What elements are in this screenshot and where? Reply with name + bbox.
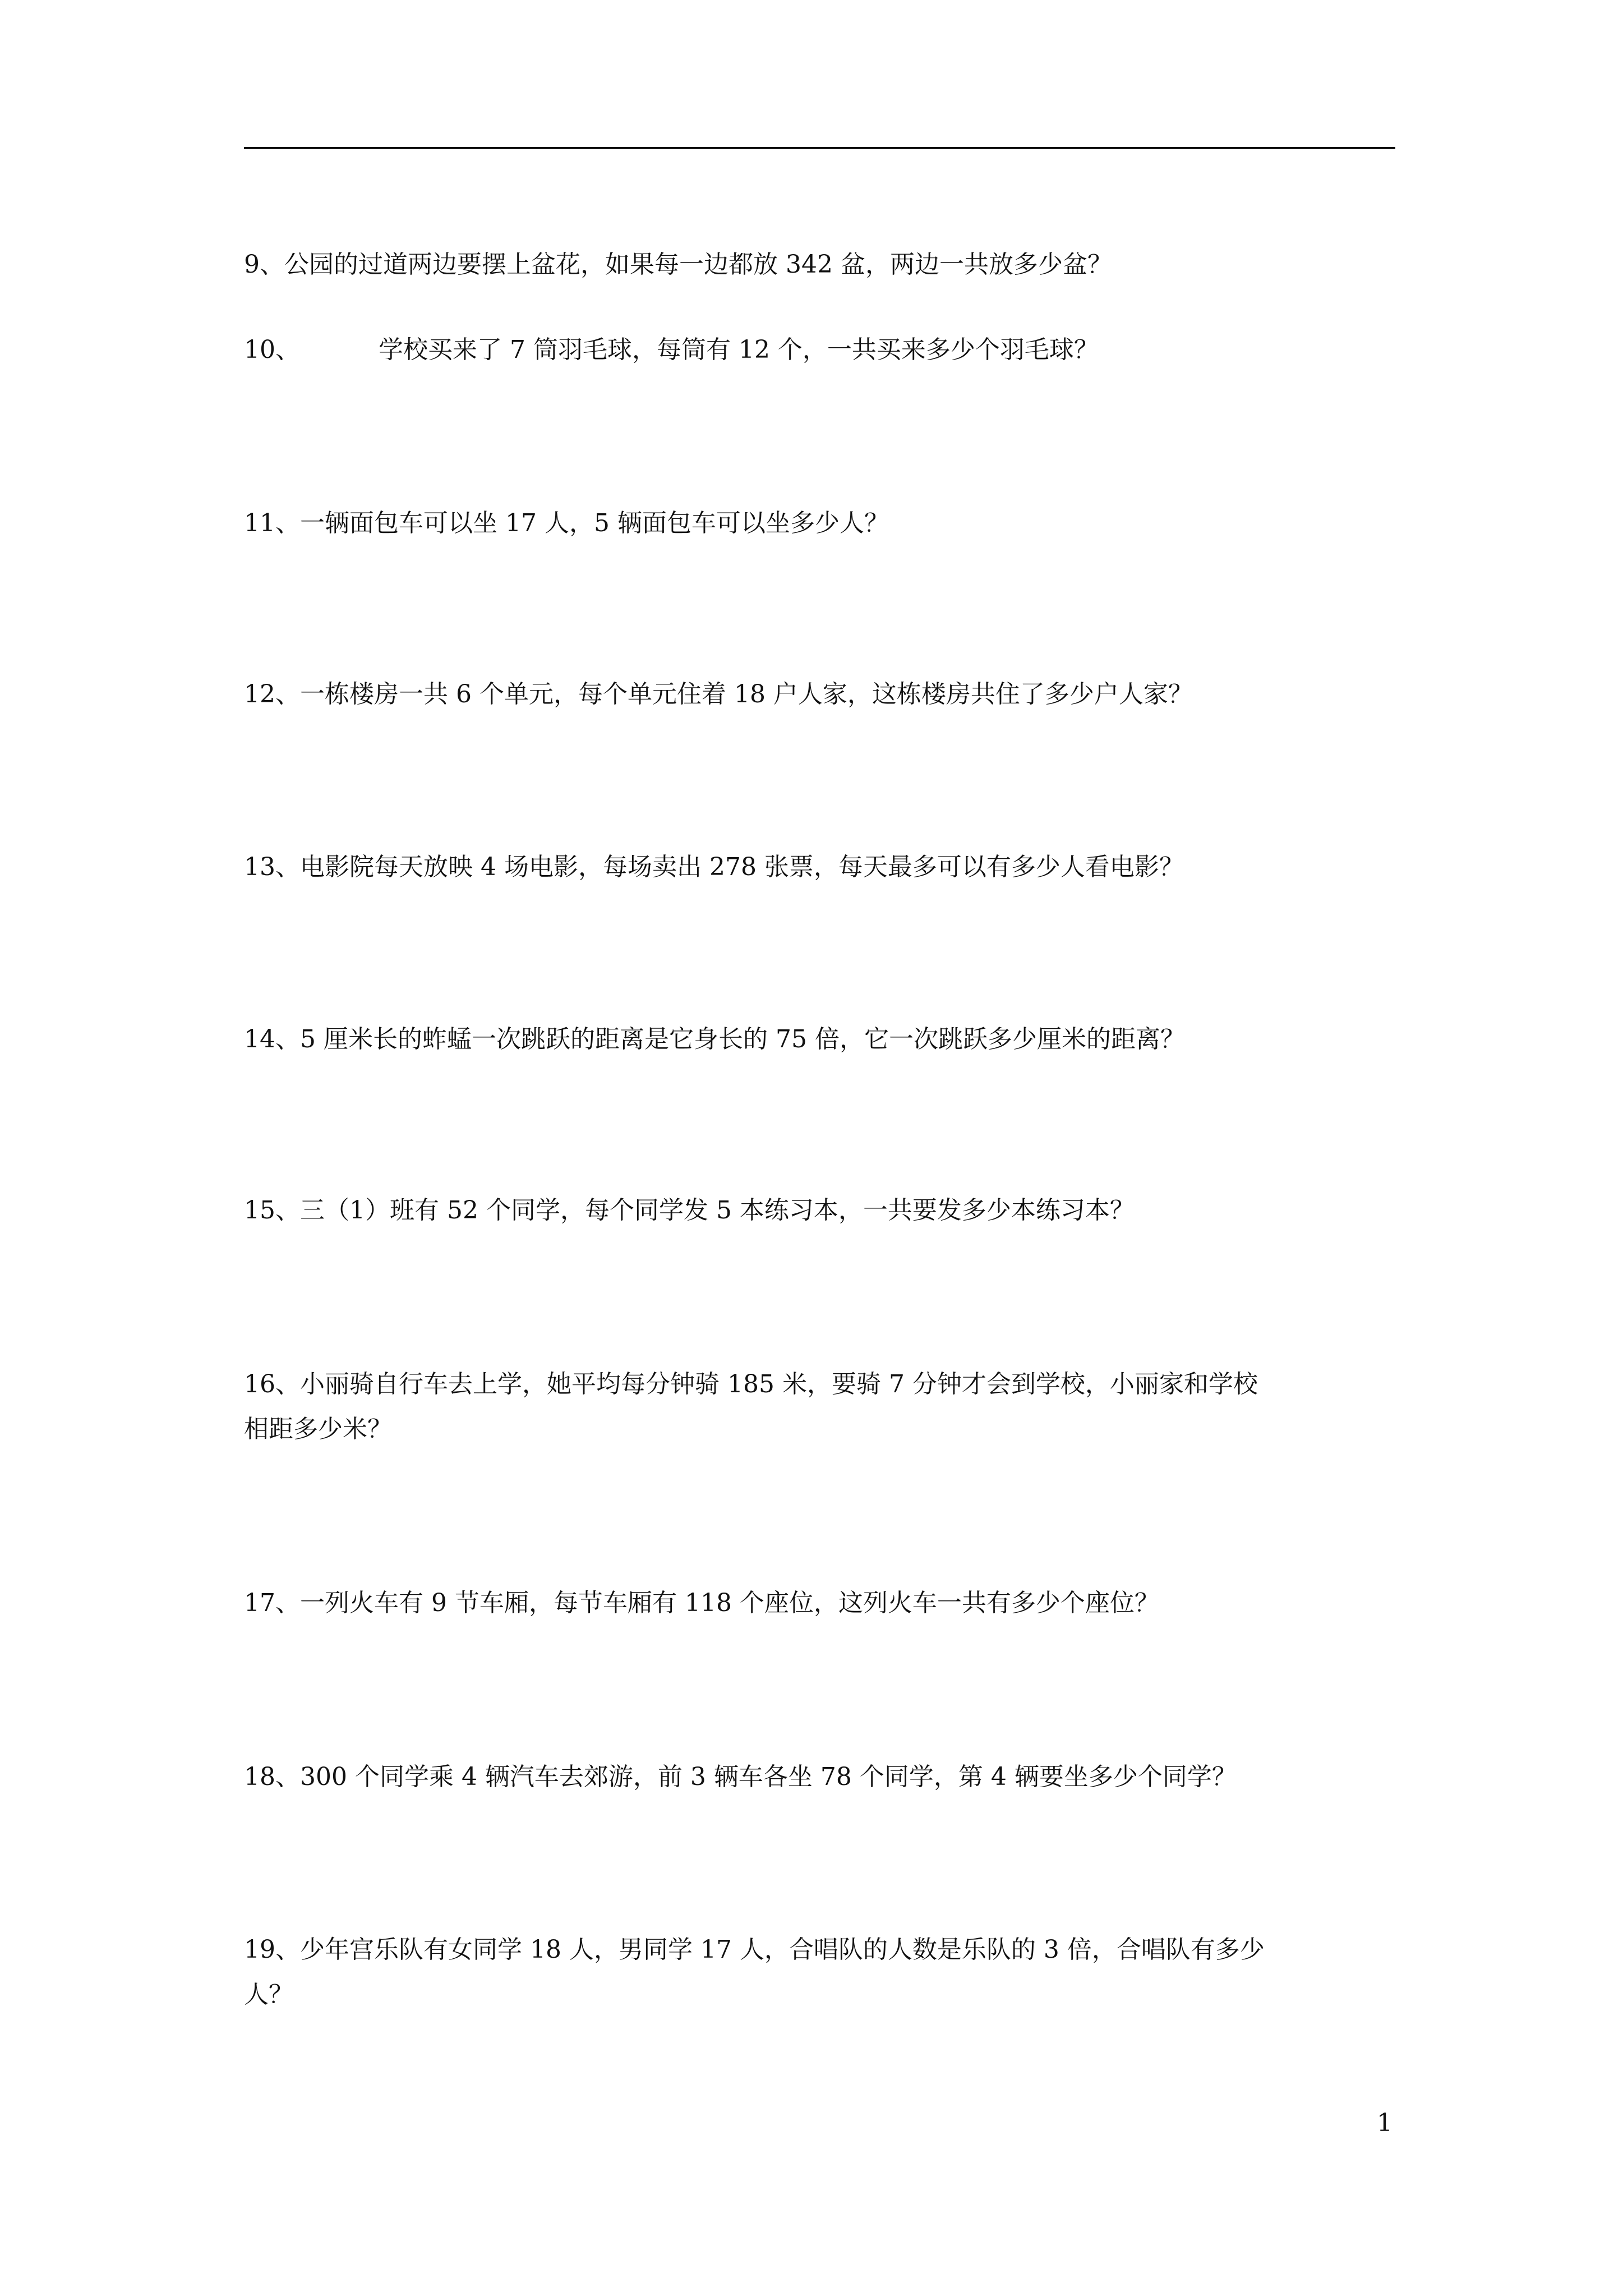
question-11 bbox=[244, 501, 1395, 546]
question-13 bbox=[244, 845, 1395, 890]
question-number: 14、 bbox=[244, 1025, 300, 1053]
question-text: 学校买来了 7 筒羽毛球，每筒有 12 个，一共买来多少个羽毛球？ bbox=[379, 335, 1099, 364]
question-17 bbox=[244, 1581, 1395, 1626]
question-14 bbox=[244, 1017, 1395, 1062]
question-15 bbox=[244, 1188, 1395, 1233]
question-number: 9、 bbox=[244, 250, 284, 279]
question-number: 19、 bbox=[244, 1935, 300, 1964]
question-9 bbox=[244, 242, 1395, 287]
question-number: 16、 bbox=[244, 1370, 300, 1398]
question-text: 一列火车有 9 节车厢，每节车厢有 118 个座位，这列火车一共有多少个座位？ bbox=[300, 1589, 1159, 1617]
header-rule bbox=[244, 147, 1395, 149]
question-number: 17、 bbox=[244, 1589, 300, 1617]
question-text: 一辆面包车可以坐 17 人，5 辆面包车可以坐多少人？ bbox=[300, 509, 889, 537]
question-text-continued: 人？ bbox=[244, 1980, 293, 2009]
question-text: 小丽骑自行车去上学，她平均每分钟骑 185 米，要骑 7 分钟才会到学校，小丽家和学校 bbox=[300, 1370, 1258, 1398]
question-number: 15、 bbox=[244, 1196, 300, 1225]
question-10 bbox=[244, 328, 1395, 372]
page-number: 1 bbox=[1377, 2109, 1393, 2137]
question-number: 10、 bbox=[244, 335, 300, 364]
question-number: 11、 bbox=[244, 509, 300, 537]
question-number: 18、 bbox=[244, 1763, 300, 1791]
question-12 bbox=[244, 672, 1395, 717]
question-16 bbox=[244, 1362, 1395, 1452]
question-text: 三（1）班有 52 个同学，每个同学发 5 本练习本，一共要发多少本练习本？ bbox=[300, 1196, 1135, 1225]
question-text: 5 厘米长的蚱蜢一次跳跃的距离是它身长的 75 倍，它一次跳跃多少厘米的距离？ bbox=[300, 1025, 1185, 1053]
question-text: 300 个同学乘 4 辆汽车去郊游，前 3 辆车各坐 78 个同学，第 4 辆要坐多少个同学？ bbox=[300, 1763, 1237, 1791]
question-text-continued: 相距多少米？ bbox=[244, 1415, 392, 1443]
question-number: 13、 bbox=[244, 853, 300, 881]
question-text: 少年宫乐队有女同学 18 人，男同学 17 人，合唱队的人数是乐队的 3 倍，合唱队有多少 bbox=[300, 1935, 1265, 1964]
question-18 bbox=[244, 1755, 1395, 1800]
question-text: 电影院每天放映 4 场电影，每场卖出 278 张票，每天最多可以有多少人看电影？ bbox=[300, 853, 1184, 881]
question-number: 12、 bbox=[244, 680, 300, 708]
question-19 bbox=[244, 1927, 1395, 2017]
question-text: 公园的过道两边要摆上盆花，如果每一边都放 342 盆，两边一共放多少盆？ bbox=[284, 250, 1112, 279]
question-text: 一栋楼房一共 6 个单元，每个单元住着 18 户人家，这栋楼房共住了多少户人家？ bbox=[300, 680, 1193, 708]
